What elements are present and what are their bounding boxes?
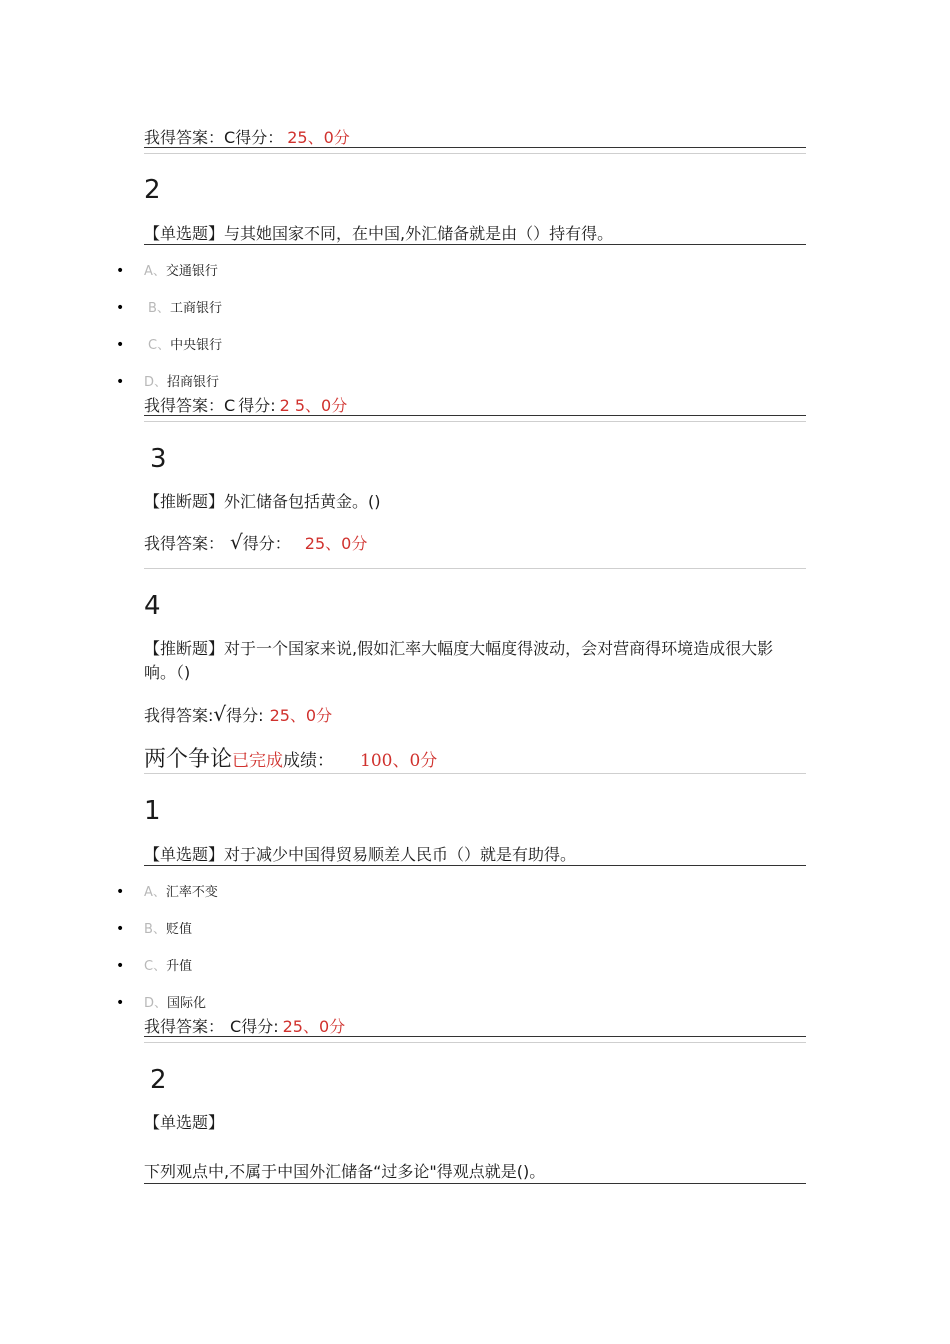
option-letter: B	[148, 301, 157, 316]
option-b[interactable]: • B、工商银行	[116, 300, 222, 316]
question-number: 2	[144, 175, 161, 205]
grade-value: 100、0分	[360, 751, 438, 771]
question-text-line: 响。（)	[144, 663, 191, 682]
bullet-icon: •	[116, 337, 125, 353]
option-text: 中央银行	[170, 338, 223, 353]
option-text: 贬值	[165, 922, 192, 937]
option-c[interactable]: • C、升值	[116, 958, 193, 974]
divider	[144, 865, 806, 866]
divider	[144, 568, 806, 569]
status-badge: 已完成	[232, 751, 284, 771]
option-text: 招商银行	[167, 375, 220, 390]
check-icon: √	[213, 702, 227, 726]
option-letter: C	[148, 338, 158, 353]
option-text: 汇率不变	[165, 885, 218, 900]
answer-value: C	[224, 396, 236, 415]
option-c[interactable]: • C、中央银行	[116, 337, 223, 353]
score-value: 25、0分	[282, 1017, 346, 1036]
option-a[interactable]: • A、交通银行	[116, 263, 218, 279]
option-d[interactable]: • D、招商银行	[116, 374, 220, 390]
answer-prefix: 我得答案：	[144, 534, 225, 553]
question-text: 【单选题】与其她国家不同，在中国,外汇储备就是由（）持有得。	[144, 224, 614, 243]
score-value: 25、0分	[287, 128, 350, 147]
question-type: 【单选题】	[144, 1113, 225, 1132]
question-number: 1	[144, 796, 161, 826]
option-text: 交通银行	[165, 264, 218, 279]
divider	[144, 773, 806, 774]
answer-prefix: 我得答案：	[144, 396, 225, 415]
question-text: 下列观点中,不属于中国外汇储备“过多论"得观点就是()。	[144, 1162, 546, 1181]
bullet-icon: •	[116, 995, 125, 1011]
answer-value: C	[224, 128, 236, 147]
option-letter: A	[144, 885, 153, 900]
answer-line	[144, 704, 332, 726]
answer-line	[144, 128, 350, 148]
divider	[144, 415, 806, 416]
score-value: 25、0分	[269, 706, 333, 725]
question-text: 【单选题】对于减少中国得贸易顺差人民币（）就是有助得。	[144, 845, 577, 864]
question-text	[144, 637, 806, 685]
score-value: 2 5、0分	[279, 396, 348, 415]
option-letter: D	[144, 375, 155, 390]
divider	[144, 147, 806, 148]
option-b[interactable]: • B、贬值	[116, 921, 192, 937]
answer-prefix: 我得答案：	[144, 1017, 225, 1036]
section-header	[144, 746, 437, 775]
grade-label: 成绩：	[283, 751, 335, 771]
option-text: 国际化	[167, 996, 207, 1011]
option-letter: A	[144, 264, 153, 279]
question-number: 2	[150, 1065, 167, 1095]
bullet-icon: •	[116, 958, 125, 974]
bullet-icon: •	[116, 884, 125, 900]
score-label: 得分：	[235, 128, 284, 147]
divider	[144, 421, 806, 422]
question-number: 4	[144, 591, 161, 621]
score-value: 25、0分	[304, 534, 368, 553]
bullet-icon: •	[116, 921, 125, 937]
answer-line	[144, 532, 367, 554]
option-a[interactable]: • A、汇率不变	[116, 884, 218, 900]
question-number: 3	[150, 444, 167, 474]
divider	[144, 1183, 806, 1184]
bullet-icon: •	[116, 263, 125, 279]
answer-prefix: 我得答案:	[144, 706, 214, 725]
option-d[interactable]: • D、国际化	[116, 995, 207, 1011]
section-title: 两个争论	[144, 747, 233, 772]
score-label: 得分：	[242, 534, 291, 553]
bullet-icon: •	[116, 374, 125, 390]
question-text: 【推断题】外汇储备包括黄金。()	[144, 492, 381, 511]
option-letter: D	[144, 996, 155, 1011]
score-label: 得分:	[226, 706, 264, 725]
option-text: 工商银行	[169, 301, 222, 316]
option-letter: B	[144, 922, 153, 937]
option-letter: C	[144, 959, 154, 974]
question-text-line: 【推断题】对于一个国家来说,假如汇率大幅度大幅度得波动，会对营商得环境造成很大影	[144, 639, 774, 658]
divider	[144, 1042, 806, 1043]
bullet-icon: •	[116, 300, 125, 316]
option-text: 升值	[166, 959, 193, 974]
divider	[144, 153, 806, 154]
divider	[144, 244, 806, 245]
score-label: 得分:	[241, 1017, 279, 1036]
answer-prefix: 我得答案：	[144, 128, 225, 147]
check-icon: √	[230, 530, 243, 554]
divider	[144, 1036, 806, 1037]
answer-line	[144, 1017, 345, 1037]
answer-value: C	[230, 1017, 242, 1036]
answer-line	[144, 396, 347, 416]
score-label: 得分:	[238, 396, 276, 415]
